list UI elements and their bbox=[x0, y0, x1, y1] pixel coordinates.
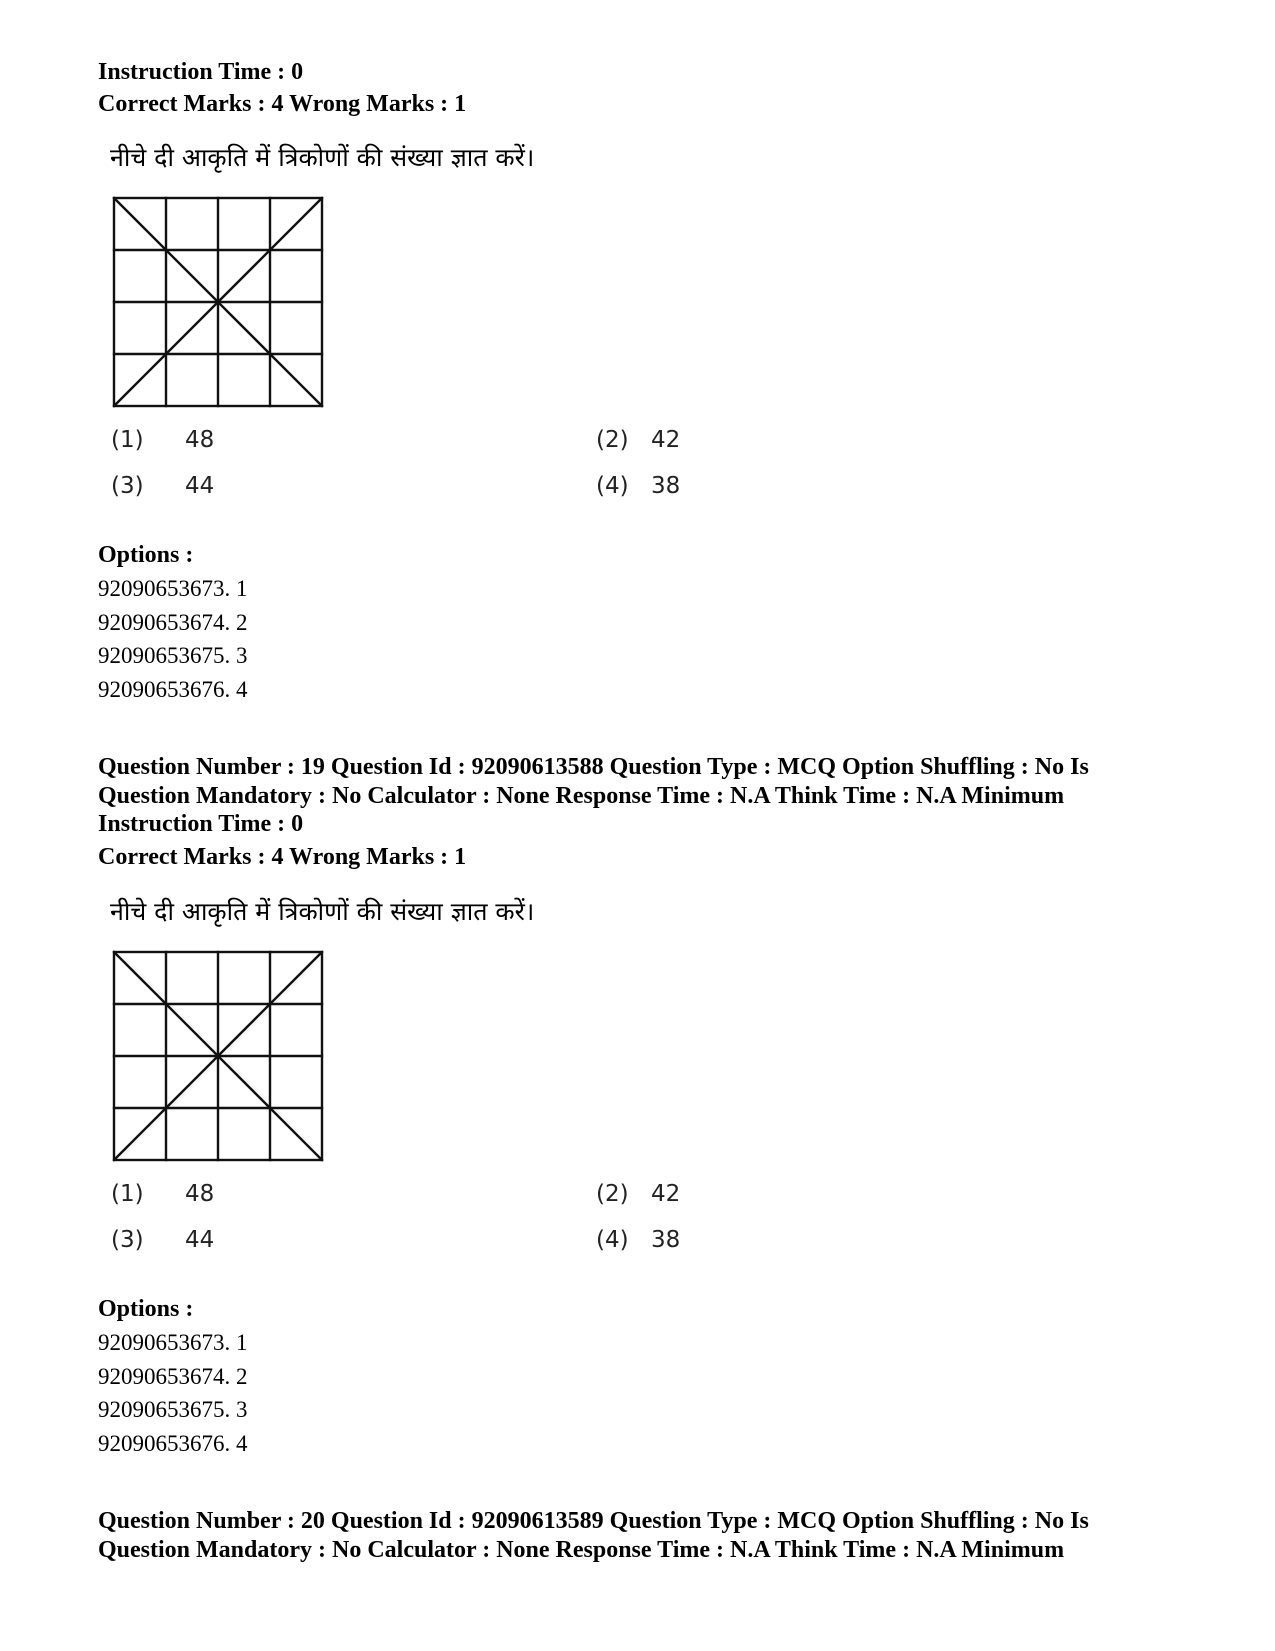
marks-line: Correct Marks : 4 Wrong Marks : 1 bbox=[98, 91, 467, 117]
choice-4: (4) 38 bbox=[596, 473, 681, 499]
option-id: 92090653674. 2 bbox=[98, 1364, 248, 1389]
question-header: Question Mandatory : No Calculator : None Response Time : N.A Think Time : N.A Minimum bbox=[98, 1537, 1065, 1563]
option-id: 92090653673. 1 bbox=[98, 1330, 248, 1355]
option-id: 92090653675. 3 bbox=[98, 1397, 248, 1422]
option-id: 92090653675. 3 bbox=[98, 643, 248, 668]
square-grid-with-diagonals-icon bbox=[112, 950, 324, 1162]
choice-1: (1) 48 bbox=[111, 1181, 215, 1207]
question-text: नीचे दी आकृति में त्रिकोणों की संख्या ज्ञात करें। bbox=[110, 897, 535, 926]
option-id: 92090653676. 4 bbox=[98, 677, 248, 702]
choice-3: (3) 44 bbox=[111, 1227, 215, 1253]
marks-line: Correct Marks : 4 Wrong Marks : 1 bbox=[98, 844, 467, 870]
choice-1: (1) 48 bbox=[111, 427, 215, 453]
option-id: 92090653674. 2 bbox=[98, 610, 248, 635]
question-header: Question Number : 19 Question Id : 92090613588 Question Type : MCQ Option Shuffling : No Is bbox=[98, 754, 1089, 780]
option-id: 92090653673. 1 bbox=[98, 576, 248, 601]
square-grid-with-diagonals-icon bbox=[112, 196, 324, 408]
question-text: नीचे दी आकृति में त्रिकोणों की संख्या ज्ञात करें। bbox=[110, 143, 535, 172]
instruction-time: Instruction Time : 0 bbox=[98, 59, 304, 85]
question-header: Question Number : 20 Question Id : 92090613589 Question Type : MCQ Option Shuffling : No Is bbox=[98, 1508, 1089, 1534]
choice-3: (3) 44 bbox=[111, 473, 215, 499]
options-label: Options : bbox=[98, 1296, 194, 1322]
choice-2: (2) 42 bbox=[596, 1181, 681, 1207]
choice-4: (4) 38 bbox=[596, 1227, 681, 1253]
options-label: Options : bbox=[98, 542, 194, 568]
choice-2: (2) 42 bbox=[596, 427, 681, 453]
instruction-time: Instruction Time : 0 bbox=[98, 811, 304, 837]
question-header: Question Mandatory : No Calculator : None Response Time : N.A Think Time : N.A Minimum bbox=[98, 783, 1065, 809]
option-id: 92090653676. 4 bbox=[98, 1431, 248, 1456]
